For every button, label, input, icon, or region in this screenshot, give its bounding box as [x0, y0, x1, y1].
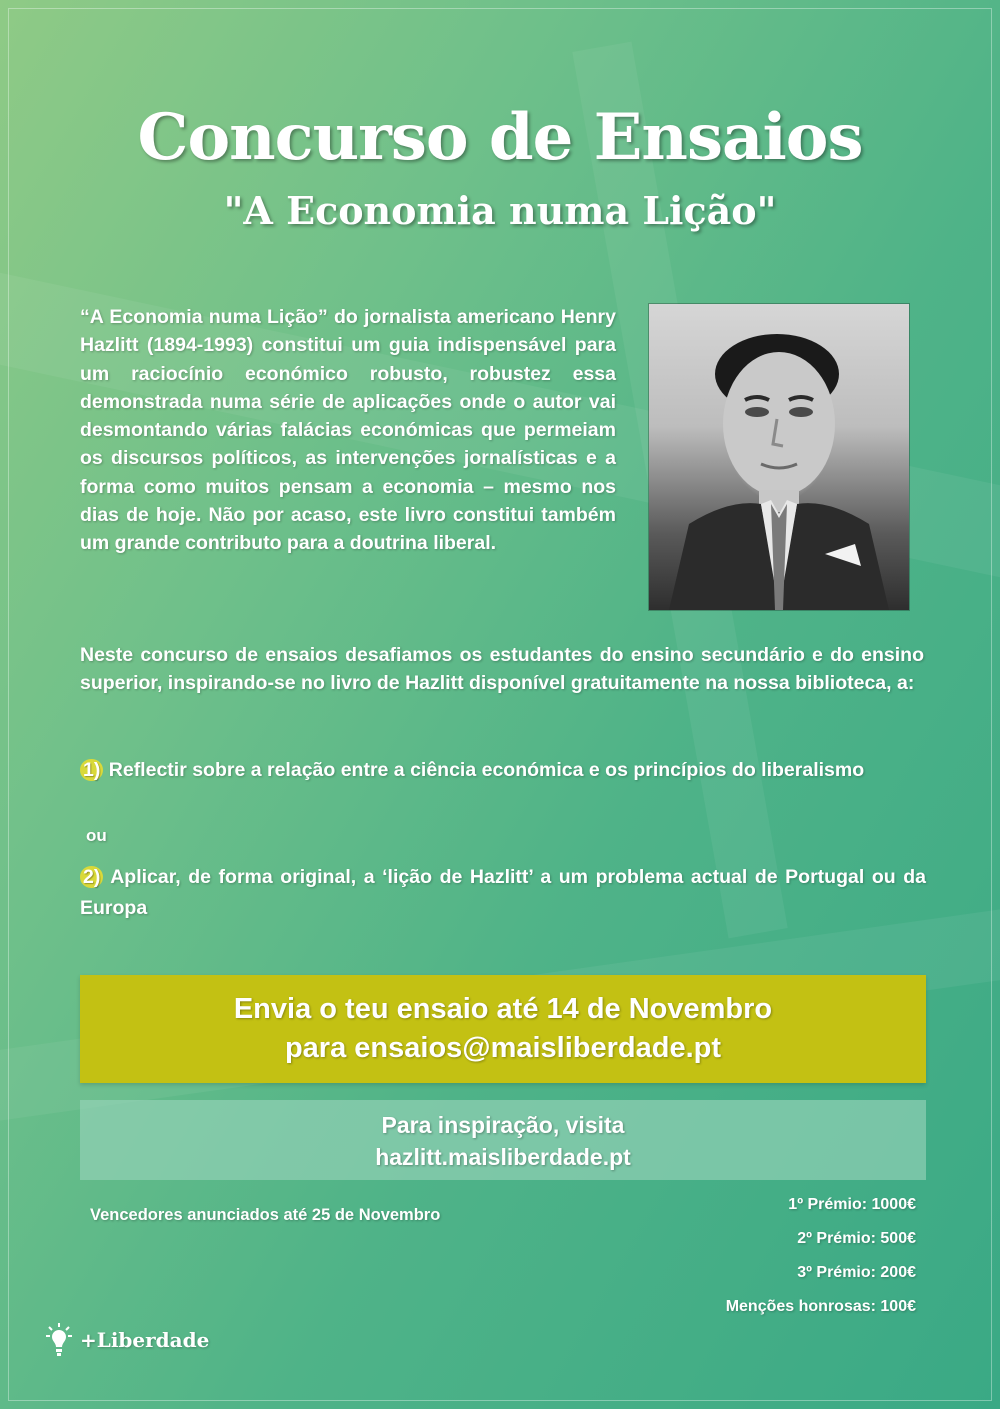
- submission-banner: [80, 975, 926, 1083]
- inspiration-banner: [80, 1100, 926, 1180]
- prize-item: Menções honrosas: 100€: [725, 1298, 916, 1315]
- liberdade-logo: [46, 1322, 209, 1358]
- lightbulb-icon: [46, 1322, 72, 1358]
- prize-item: 2º Prémio: 500€: [797, 1230, 916, 1247]
- prize-list: [726, 1194, 916, 1330]
- option-text: Aplicar, de forma original, a ‘lição de Hazlitt’ a um problema actual de Portugal ou da Europa: [80, 866, 926, 919]
- portrait-illustration: [649, 304, 909, 610]
- option-number: 1): [80, 759, 103, 781]
- inspiration-url-link[interactable]: hazlitt.maisliberdade.pt: [375, 1144, 631, 1170]
- intro-paragraph: “A Economia numa Lição” do jornalista americano Henry Hazlitt (1894-1993) constitui um guia indispensável para um raciocínio económico robusto, robustez essa demonstrada numa série de aplicações onde o autor vai desmontando várias falácias económicas que permeiam os discursos políticos, as intervenções jornalísticas e a forma como muitos pensam a economia – mesmo nos dias de hoje. Não por acaso, este livro constitui também um grande contributo para a doutrina liberal.: [80, 306, 616, 555]
- prize-item: 3º Prémio: 200€: [797, 1264, 916, 1281]
- submission-line: [80, 1032, 926, 1065]
- henry-hazlitt-portrait: [649, 304, 909, 610]
- poster-subtitle: "A Economia numa Lição": [223, 188, 777, 233]
- inspiration-label: Para inspiração, visita: [381, 1112, 625, 1138]
- option-1: [80, 755, 926, 786]
- logo-text: +Liberdade: [80, 1328, 210, 1352]
- submission-deadline: Envia o teu ensaio até 14 de Novembro: [233, 993, 773, 1025]
- option-number: 2): [80, 866, 103, 888]
- winners-announcement: Vencedores anunciados até 25 de Novembro: [90, 1206, 441, 1224]
- option-separator: ou: [86, 826, 107, 845]
- submission-prefix: para: [284, 1032, 355, 1064]
- option-2: [80, 862, 926, 924]
- challenge-paragraph: Neste concurso de ensaios desafiamos os estudantes do ensino secundário e do ensino superior, inspirando-se no livro de Hazlitt disponível gratuitamente na nossa biblioteca, a:: [80, 644, 924, 695]
- prize-item: 1º Prémio: 1000€: [788, 1196, 916, 1213]
- option-text: Reflectir sobre a relação entre a ciência económica e os princípios do liberalismo: [108, 759, 865, 781]
- poster-title: Concurso de Ensaios: [137, 100, 863, 175]
- submission-email-link[interactable]: ensaios@maisliberdade.pt: [354, 1032, 722, 1064]
